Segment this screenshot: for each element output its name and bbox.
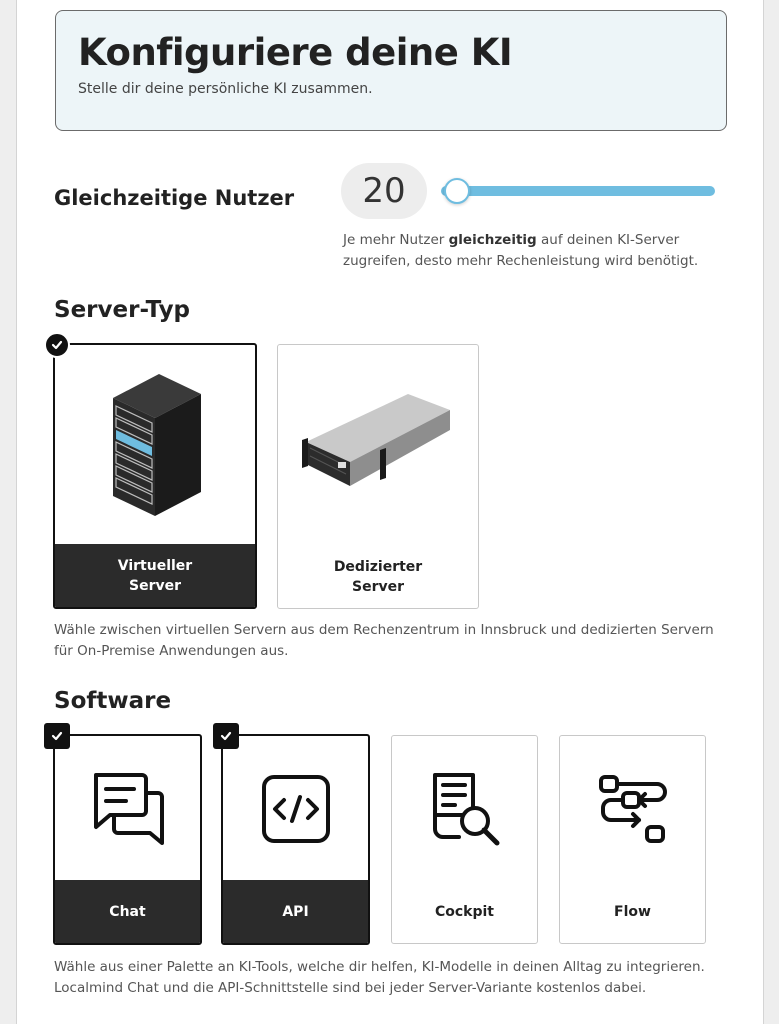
users-label: Gleichzeitige Nutzer	[54, 186, 295, 210]
label-line1: Dedizierter	[333, 558, 423, 575]
code-icon	[223, 736, 368, 881]
software-option-label: Cockpit	[434, 903, 494, 920]
server-option-label	[278, 545, 478, 608]
users-slider[interactable]	[441, 178, 717, 204]
slider-track[interactable]	[441, 186, 715, 196]
software-option-flow[interactable]	[559, 735, 706, 944]
label-line2: Server	[351, 578, 404, 595]
software-title: Software	[54, 688, 172, 714]
help-bold: gleichzeitig	[448, 232, 537, 248]
server-option-label	[55, 544, 255, 607]
server-type-description: Wähle zwischen virtuellen Servern aus dem Rechenzentrum in Innsbruck und dedizierten Servern für On-Premise Anwendungen aus.	[54, 622, 714, 659]
config-panel	[16, 0, 764, 1024]
software-option-label: API	[223, 880, 368, 943]
server-type-title: Server-Typ	[54, 297, 191, 323]
software-option-chat[interactable]	[53, 734, 202, 945]
server-rack-icon	[55, 345, 255, 545]
software-option-cockpit[interactable]	[391, 735, 538, 944]
server-option-virtual[interactable]	[53, 343, 257, 609]
help-suffix: auf deinen KI-Server zugreifen, desto mehr Rechenleistung wird benötigt.	[343, 232, 699, 269]
rack-server-icon	[278, 345, 478, 545]
label-line2: Server	[128, 577, 181, 594]
header-card	[55, 10, 727, 131]
document-search-icon	[392, 736, 537, 881]
users-count: 20	[341, 163, 427, 219]
checkmark-icon	[44, 332, 70, 358]
slider-thumb[interactable]	[444, 178, 470, 204]
help-prefix: Je mehr Nutzer	[343, 232, 449, 248]
software-description: Wähle aus einer Palette an KI-Tools, welche dir helfen, KI-Modelle in deinen Alltag zu integrieren. Localmind Chat und die API-Schnittstelle sind bei jeder Server-Variante kostenlos dabei.	[54, 959, 705, 996]
software-option-label: Flow	[614, 903, 651, 920]
page-subtitle: Stelle dir deine persönliche KI zusammen.	[78, 81, 373, 97]
checkmark-icon	[213, 723, 239, 749]
flow-icon	[560, 736, 705, 881]
software-option-label: Chat	[55, 880, 200, 943]
chat-bubbles-icon	[55, 736, 200, 881]
label-line1: Virtueller	[117, 557, 193, 574]
software-option-api[interactable]	[221, 734, 370, 945]
page-title: Konfiguriere deine KI	[78, 31, 513, 74]
users-help-text	[343, 230, 733, 272]
server-option-dedicated[interactable]	[277, 344, 479, 609]
checkmark-icon	[44, 723, 70, 749]
